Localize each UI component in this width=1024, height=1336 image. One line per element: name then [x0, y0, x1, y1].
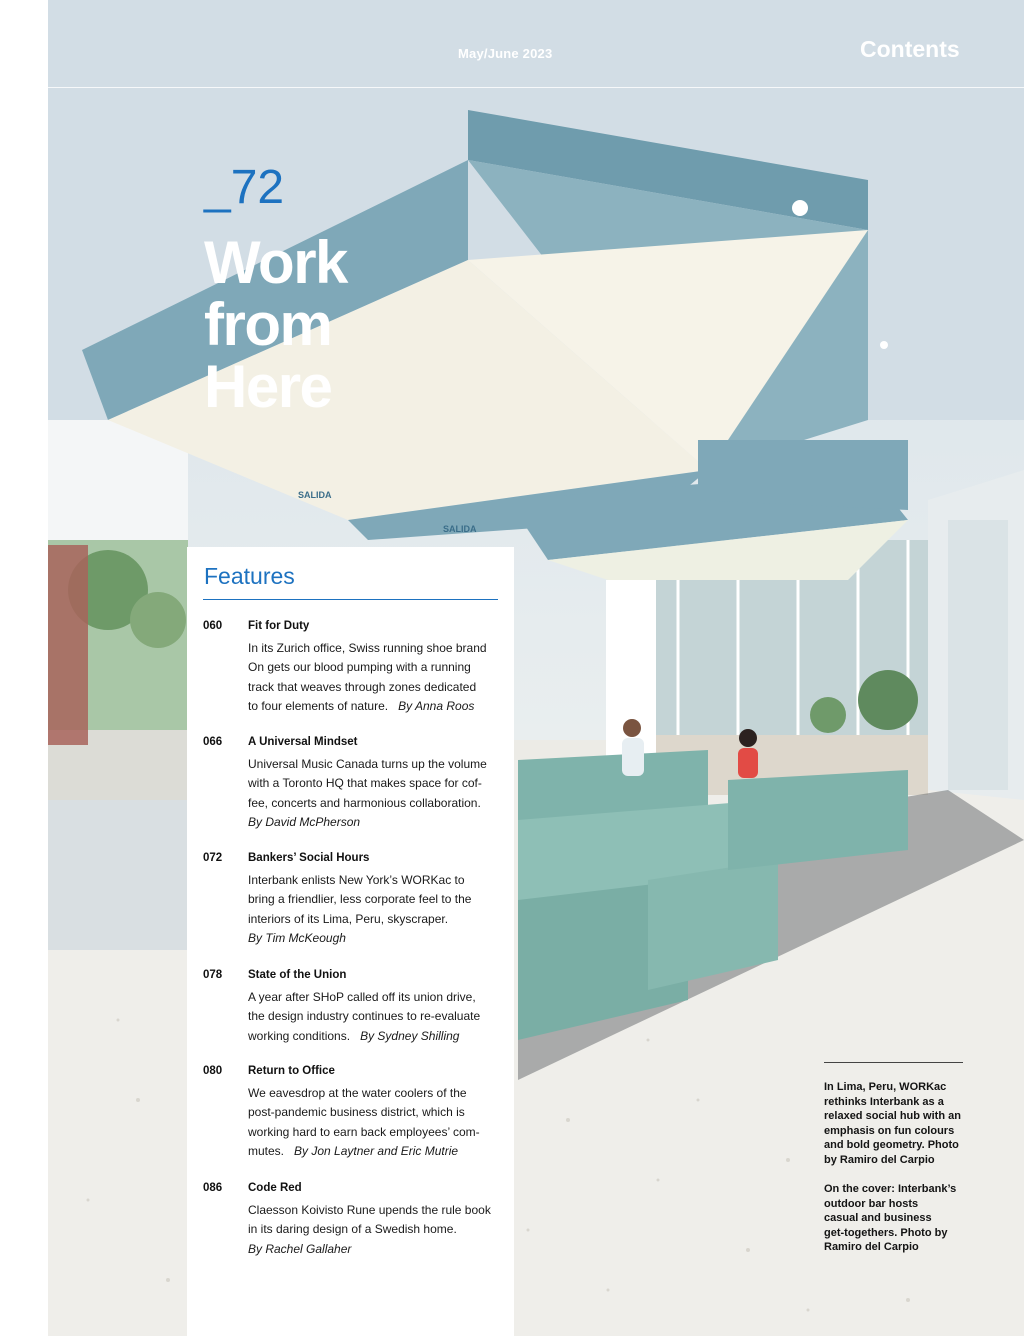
- entry-line: working hard to earn back employees’ com-: [248, 1124, 480, 1139]
- entry-line: working conditions.: [248, 1028, 351, 1043]
- issue-date: May/June 2023: [458, 46, 553, 61]
- entry-byline: By Sydney Shilling: [360, 1028, 460, 1043]
- entry-page-number: 080: [203, 1065, 223, 1077]
- header-rule: [48, 87, 1024, 88]
- entry-line: mutes.: [248, 1143, 285, 1158]
- caption-rule: [824, 1062, 963, 1063]
- caption-line: by Ramiro del Carpio: [824, 1153, 935, 1166]
- photo-caption: [824, 1080, 964, 1168]
- features-panel: [187, 547, 514, 1336]
- entry-page-number: 060: [203, 620, 223, 632]
- entry-description: [248, 1201, 498, 1259]
- entry-page-number: 066: [203, 736, 223, 748]
- caption-line: emphasis on fun colours: [824, 1124, 955, 1137]
- entry-page-number: 072: [203, 852, 223, 864]
- section-title: Contents: [860, 36, 960, 62]
- entry-line: with a Toronto HQ that makes space for cof-: [248, 776, 482, 791]
- entry-byline: By Tim McKeough: [248, 930, 346, 945]
- entry-description: [248, 1084, 498, 1161]
- entry-line: fee, concerts and harmonious collaboration.: [248, 795, 481, 810]
- caption-line: outdoor bar hosts: [824, 1197, 919, 1210]
- entry-page-number: 086: [203, 1182, 223, 1194]
- entry-title: A Universal Mindset: [248, 736, 358, 748]
- feature-page-number: _72: [204, 161, 285, 214]
- entry-byline: By Anna Roos: [398, 698, 475, 713]
- entry-line: the design industry continues to re-evaluate: [248, 1009, 481, 1024]
- entry-line: track that weaves through zones dedicated: [248, 679, 477, 694]
- caption-line: Ramiro del Carpio: [824, 1241, 919, 1254]
- caption-line: In Lima, Peru, WORKac: [824, 1081, 947, 1093]
- caption-line: and bold geometry. Photo: [824, 1139, 959, 1152]
- entry-line: in its daring design of a Swedish home.: [248, 1222, 457, 1237]
- caption-line: casual and business: [824, 1212, 932, 1225]
- entry-description: [248, 988, 498, 1046]
- entry-line: Claesson Koivisto Rune upends the rule book: [248, 1203, 491, 1217]
- entry-title: Fit for Duty: [248, 620, 310, 632]
- entry-byline: By Jon Laytner and Eric Mutrie: [294, 1143, 459, 1158]
- entry-line: Interbank enlists New York’s WORKac to: [248, 873, 465, 887]
- features-rule: [203, 599, 498, 600]
- entry-line: We eavesdrop at the water coolers of the: [248, 1086, 467, 1100]
- svg-text:SALIDA: SALIDA: [443, 524, 477, 534]
- cover-caption: [824, 1182, 964, 1255]
- caption-line: relaxed social hub with an: [824, 1110, 961, 1123]
- caption-line: rethinks Interbank as a: [824, 1095, 944, 1108]
- entry-line: On gets our blood pumping with a running: [248, 660, 471, 675]
- entry-description: [248, 639, 498, 716]
- caption-line: On the cover: Interbank’s: [824, 1183, 957, 1195]
- entry-line: post-pandemic business district, which is: [248, 1105, 465, 1120]
- entry-line: interiors of its Lima, Peru, skyscraper.: [248, 911, 449, 926]
- entry-byline: By Rachel Gallaher: [248, 1241, 352, 1256]
- entry-line: A year after SHoP called off its union drive,: [248, 990, 476, 1004]
- entry-line: to four elements of nature.: [248, 698, 389, 713]
- entry-byline: By David McPherson: [248, 814, 361, 829]
- entry-title: Bankers’ Social Hours: [248, 852, 370, 864]
- entry-title: Return to Office: [248, 1065, 335, 1077]
- entry-title: State of the Union: [248, 969, 347, 981]
- entry-description: [248, 871, 498, 948]
- entry-line: bring a friendlier, less corporate feel to the: [248, 892, 472, 907]
- caption-line: get-togethers. Photo by: [824, 1226, 948, 1239]
- entry-page-number: 078: [203, 969, 223, 981]
- features-heading: Features: [204, 563, 295, 589]
- entry-description: [248, 755, 498, 832]
- hero-title: Work from Here: [204, 229, 347, 420]
- entry-title: Code Red: [248, 1182, 302, 1194]
- entry-line: Universal Music Canada turns up the volume: [248, 757, 487, 771]
- entry-line: In its Zurich office, Swiss running shoe brand: [248, 641, 487, 655]
- svg-text:SALIDA: SALIDA: [298, 490, 332, 500]
